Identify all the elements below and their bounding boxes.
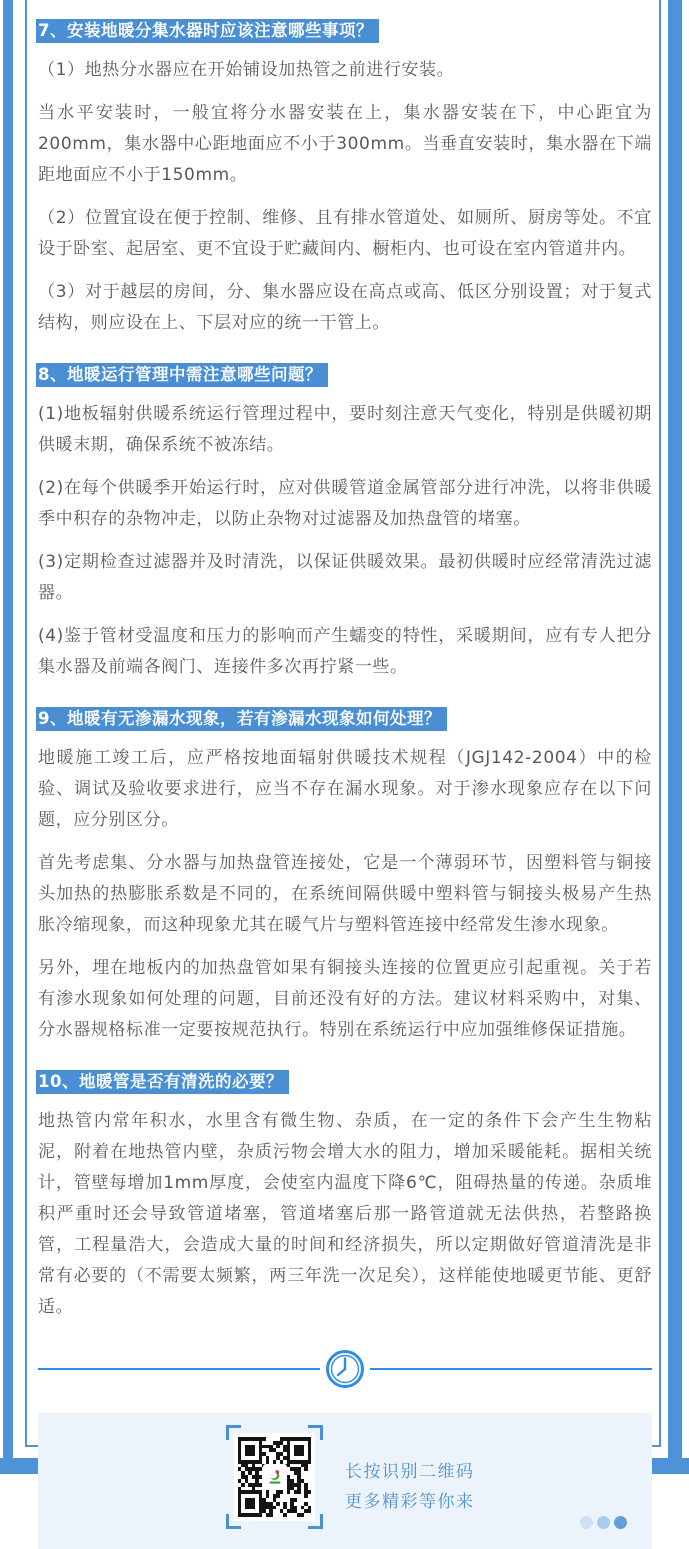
faq-section-7 [38, 19, 652, 339]
qr-caption-line2: 更多精彩等你来 [345, 1492, 475, 1512]
answer-paragraph: (1)地板辐射供暖系统运行管理过程中，要时刻注意天气变化，特别是供暖初期供暖末期，确保系统不被冻结。 [38, 404, 652, 455]
faq-section-9 [38, 707, 652, 1046]
dot-icon [580, 1516, 593, 1529]
divider-line-left [38, 1368, 320, 1370]
frame-bar-left [3, 0, 13, 1458]
faq-section-8 [38, 363, 652, 683]
qr-frame-brackets [226, 1425, 323, 1529]
question-heading: 9、地暖有无渗漏水现象，若有渗漏水现象如何处理？ [36, 707, 447, 731]
divider-line-right [370, 1368, 652, 1370]
question-heading: 10、地暖管是否有清洗的必要？ [36, 1070, 289, 1094]
pagination-dots [580, 1516, 627, 1529]
question-heading: 7、安装地暖分集水器时应该注意哪些事项？ [36, 19, 379, 43]
answer-paragraph: （1）地热分水器应在开始铺设加热管之前进行安装。 [38, 60, 455, 80]
answer-paragraph: 首先考虑集、分水器与加热盘管连接处，它是一个薄弱环节，因塑料管与铜接头加热的热膨胀系数是不同的，在系统间隔供暖中塑料管与铜接头极易产生热胀冷缩现象，而这种现象尤其在暖气片与塑料管连接中经常发生渗水现象。 [38, 853, 652, 935]
qr-code[interactable] [234, 1433, 315, 1521]
qr-caption [345, 1457, 475, 1517]
frame-bar-right [668, 0, 682, 1458]
clock-icon [324, 1348, 366, 1390]
question-heading: 8、地暖运行管理中需注意哪些问题？ [36, 363, 328, 387]
section-divider [38, 1347, 652, 1391]
answer-paragraph: (2)在每个供暖季开始运行时，应对供暖管道金属管部分进行冲洗，以将非供暖季中积存的杂物冲走，以防止杂物对过滤器及加热盘管的堵塞。 [38, 478, 652, 529]
answer-paragraph: 当水平安装时，一般宜将分水器安装在上，集水器安装在下，中心距宜为200mm，集水器中心距地面应不小于300mm。当垂直安装时，集水器在下端距地面应不小于150mm。 [38, 103, 652, 185]
answer-paragraph: (3)定期检查过滤器并及时清洗，以保证供暖效果。最初供暖时应经常清洗过滤器。 [38, 552, 652, 603]
faq-section-10 [38, 1070, 652, 1323]
answer-paragraph: 地热管内常年积水，水里含有微生物、杂质，在一定的条件下会产生生物粘泥，附着在地热管内壁，杂质污物会增大水的阻力，增加采暖能耗。据相关统计，管壁每增加1mm厚度，会使室内温度下降6℃，阻碍热量的传递。杂质堆积严重时还会导致管道堵塞，管道堵塞后那一路管道就无法供热，若整路换管，工程量浩大，会造成大量的时间和经济损失，所以定期做好管道清洗是非常有必要的（不需要太频繁，两三年洗一次足矣），这样能使地暖更节能、更舒适。 [38, 1111, 652, 1317]
dot-icon [614, 1516, 627, 1529]
answer-paragraph: （3）对于越层的房间，分、集水器应设在高点或高、低区分别设置；对于复式结构，则应设在上、下层对应的统一干管上。 [38, 282, 652, 333]
qr-panel [38, 1413, 652, 1549]
answer-paragraph: (4)鉴于管材受温度和压力的影响而产生蠕变的特性，采暖期间，应有专人把分集水器及前端各阀门、连接件多次再拧紧一些。 [38, 626, 652, 677]
dot-icon [597, 1516, 610, 1529]
qr-caption-line1: 长按识别二维码 [345, 1462, 475, 1482]
answer-paragraph: （2）位置宜设在便于控制、维修、且有排水管道处、如厕所、厨房等处。不宜设于卧室、起居室、更不宜设于贮藏间内、橱柜内、也可设在室内管道井内。 [38, 208, 652, 259]
qr-logo [263, 1464, 287, 1490]
answer-paragraph: 另外，埋在地板内的加热盘管如果有铜接头连接的位置更应引起重视。关于若有渗水现象如何处理的问题，目前还没有好的方法。建议材料采购中，对集、分水器规格标准一定要按规范执行。特别在系统运行中应加强维修保证措施。 [38, 958, 652, 1040]
answer-paragraph: 地暖施工竣工后，应严格按地面辐射供暖技术规程（JGJ142-2004）中的检验、调试及验收要求进行，应当不存在漏水现象。对于渗水现象应存在以下问题，应分别区分。 [38, 748, 652, 830]
article-content [38, 0, 652, 1549]
